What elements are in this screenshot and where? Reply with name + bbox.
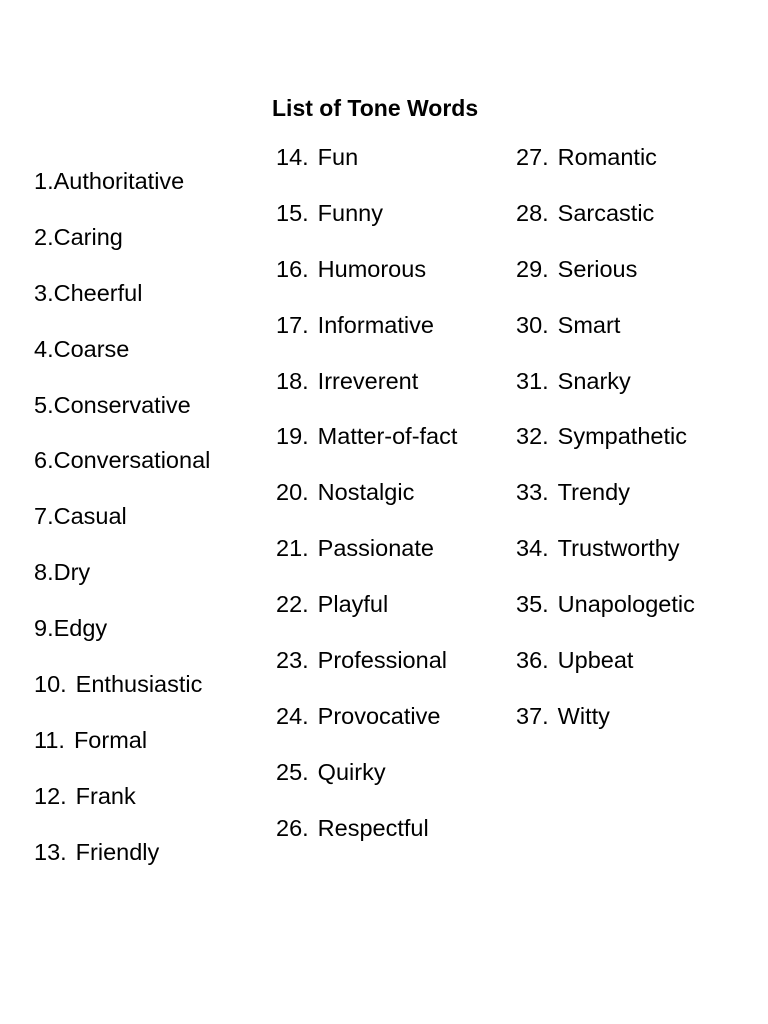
list-item-word: Smart: [557, 311, 621, 338]
list-item-number: 13.: [34, 838, 67, 865]
list-item-number: 35.: [516, 591, 549, 618]
list-item-word: Formal: [73, 726, 148, 753]
list-item: [34, 222, 210, 278]
list-item: [34, 725, 210, 781]
list-item: [276, 421, 457, 477]
list-item: [34, 445, 210, 501]
list-item-number: 14.: [276, 144, 309, 170]
list-item: [516, 589, 695, 645]
list-item: [276, 142, 457, 198]
list-item: [276, 254, 457, 310]
tone-list-column-2: [276, 142, 457, 869]
list-item-number: 17.: [276, 311, 309, 338]
list-item: [34, 390, 210, 446]
list-item-number: 15.: [276, 199, 309, 226]
list-item-word: Respectful: [317, 814, 429, 841]
list-item: [34, 334, 210, 390]
list-item-number: 4.: [34, 335, 54, 362]
list-item-word: Unapologetic: [557, 591, 695, 618]
list-item: [276, 589, 457, 645]
list-item-word: Informative: [317, 311, 434, 338]
list-item-number: 21.: [276, 535, 309, 562]
list-item: [276, 813, 457, 869]
list-item-number: 34.: [516, 535, 549, 562]
list-item-number: 3.: [34, 279, 54, 306]
list-item-word: Irreverent: [317, 367, 419, 394]
list-item: [34, 166, 210, 222]
list-item-number: 29.: [516, 255, 549, 282]
list-item-number: 11.: [34, 726, 65, 753]
list-item-number: 32.: [516, 423, 549, 450]
list-item-number: 31.: [516, 367, 549, 394]
list-item-word: Professional: [317, 647, 447, 674]
list-item-number: 30.: [516, 311, 549, 338]
list-item: [34, 613, 210, 669]
list-item-word: Humorous: [317, 255, 427, 282]
list-item: [34, 781, 210, 837]
list-item-number: 19.: [276, 423, 309, 450]
list-item-number: 16.: [276, 255, 309, 282]
list-item-number: 10.: [34, 671, 67, 698]
list-item: [276, 310, 457, 366]
list-item: [516, 477, 695, 533]
list-item-word: Romantic: [557, 144, 657, 170]
list-item-word: Upbeat: [557, 647, 634, 674]
list-item: [276, 477, 457, 533]
list-item-word: Quirky: [317, 758, 386, 785]
list-item-word: Trendy: [557, 479, 630, 506]
list-item: [516, 533, 695, 589]
list-item-word: Sarcastic: [557, 199, 655, 226]
list-item-word: Serious: [557, 255, 638, 282]
list-item-number: 22.: [276, 591, 309, 618]
list-item-number: 37.: [516, 702, 549, 729]
list-item: [34, 278, 210, 334]
list-item-word: Dry: [53, 559, 91, 586]
list-item-number: 28.: [516, 199, 549, 226]
list-item: [516, 701, 695, 757]
list-item-number: 2.: [34, 223, 54, 250]
list-item-number: 36.: [516, 647, 549, 674]
list-item-number: 8.: [34, 559, 54, 586]
list-item: [34, 557, 210, 613]
list-item-word: Provocative: [317, 702, 441, 729]
list-item-number: 1.: [34, 168, 54, 194]
list-item: [516, 142, 695, 198]
list-item: [276, 366, 457, 422]
list-item-number: 33.: [516, 479, 549, 506]
list-item: [516, 366, 695, 422]
list-item: [34, 669, 210, 725]
list-item-number: 5.: [34, 391, 54, 418]
tone-list-column-3: [516, 142, 695, 757]
list-item: [516, 198, 695, 254]
list-item-word: Frank: [75, 782, 136, 809]
list-item-word: Nostalgic: [317, 479, 415, 506]
tone-list-column-1: [34, 166, 210, 893]
list-item-number: 6.: [34, 447, 54, 474]
list-item-number: 25.: [276, 758, 309, 785]
list-item: [516, 645, 695, 701]
list-item-number: 24.: [276, 702, 309, 729]
list-item-word: Playful: [317, 591, 389, 618]
list-item-number: 20.: [276, 479, 309, 506]
list-item-word: Passionate: [317, 535, 434, 562]
list-item: [276, 757, 457, 813]
list-item-word: Sympathetic: [557, 423, 687, 450]
list-item-number: 18.: [276, 367, 309, 394]
list-item-number: 9.: [34, 615, 54, 642]
list-item: [276, 701, 457, 757]
list-item-word: Matter-of-fact: [317, 423, 458, 450]
list-item: [276, 533, 457, 589]
list-item: [276, 645, 457, 701]
list-item-word: Authoritative: [53, 168, 185, 194]
list-item-word: Funny: [317, 199, 383, 226]
list-item-word: Caring: [53, 223, 123, 250]
list-item-number: 12.: [34, 782, 67, 809]
list-item-word: Cheerful: [53, 279, 143, 306]
list-item-word: Coarse: [53, 335, 130, 362]
list-item: [276, 198, 457, 254]
list-item: [516, 254, 695, 310]
list-item-number: 26.: [276, 814, 309, 841]
list-item-word: Enthusiastic: [75, 671, 203, 698]
list-item-word: Edgy: [53, 615, 108, 642]
list-item-word: Conservative: [53, 391, 191, 418]
list-item-word: Witty: [557, 702, 610, 729]
list-item-number: 27.: [516, 144, 549, 170]
list-item-word: Casual: [53, 503, 127, 530]
list-item: [516, 310, 695, 366]
page-title: List of Tone Words: [272, 95, 479, 121]
list-item-number: 7.: [34, 503, 54, 530]
list-item: [34, 837, 210, 893]
list-item-word: Snarky: [557, 367, 631, 394]
list-item-word: Friendly: [75, 838, 160, 865]
list-item: [34, 501, 210, 557]
list-item-word: Conversational: [53, 447, 211, 474]
list-item: [516, 421, 695, 477]
list-item-word: Fun: [317, 144, 359, 170]
list-item-word: Trustworthy: [557, 535, 680, 562]
list-item-number: 23.: [276, 647, 309, 674]
